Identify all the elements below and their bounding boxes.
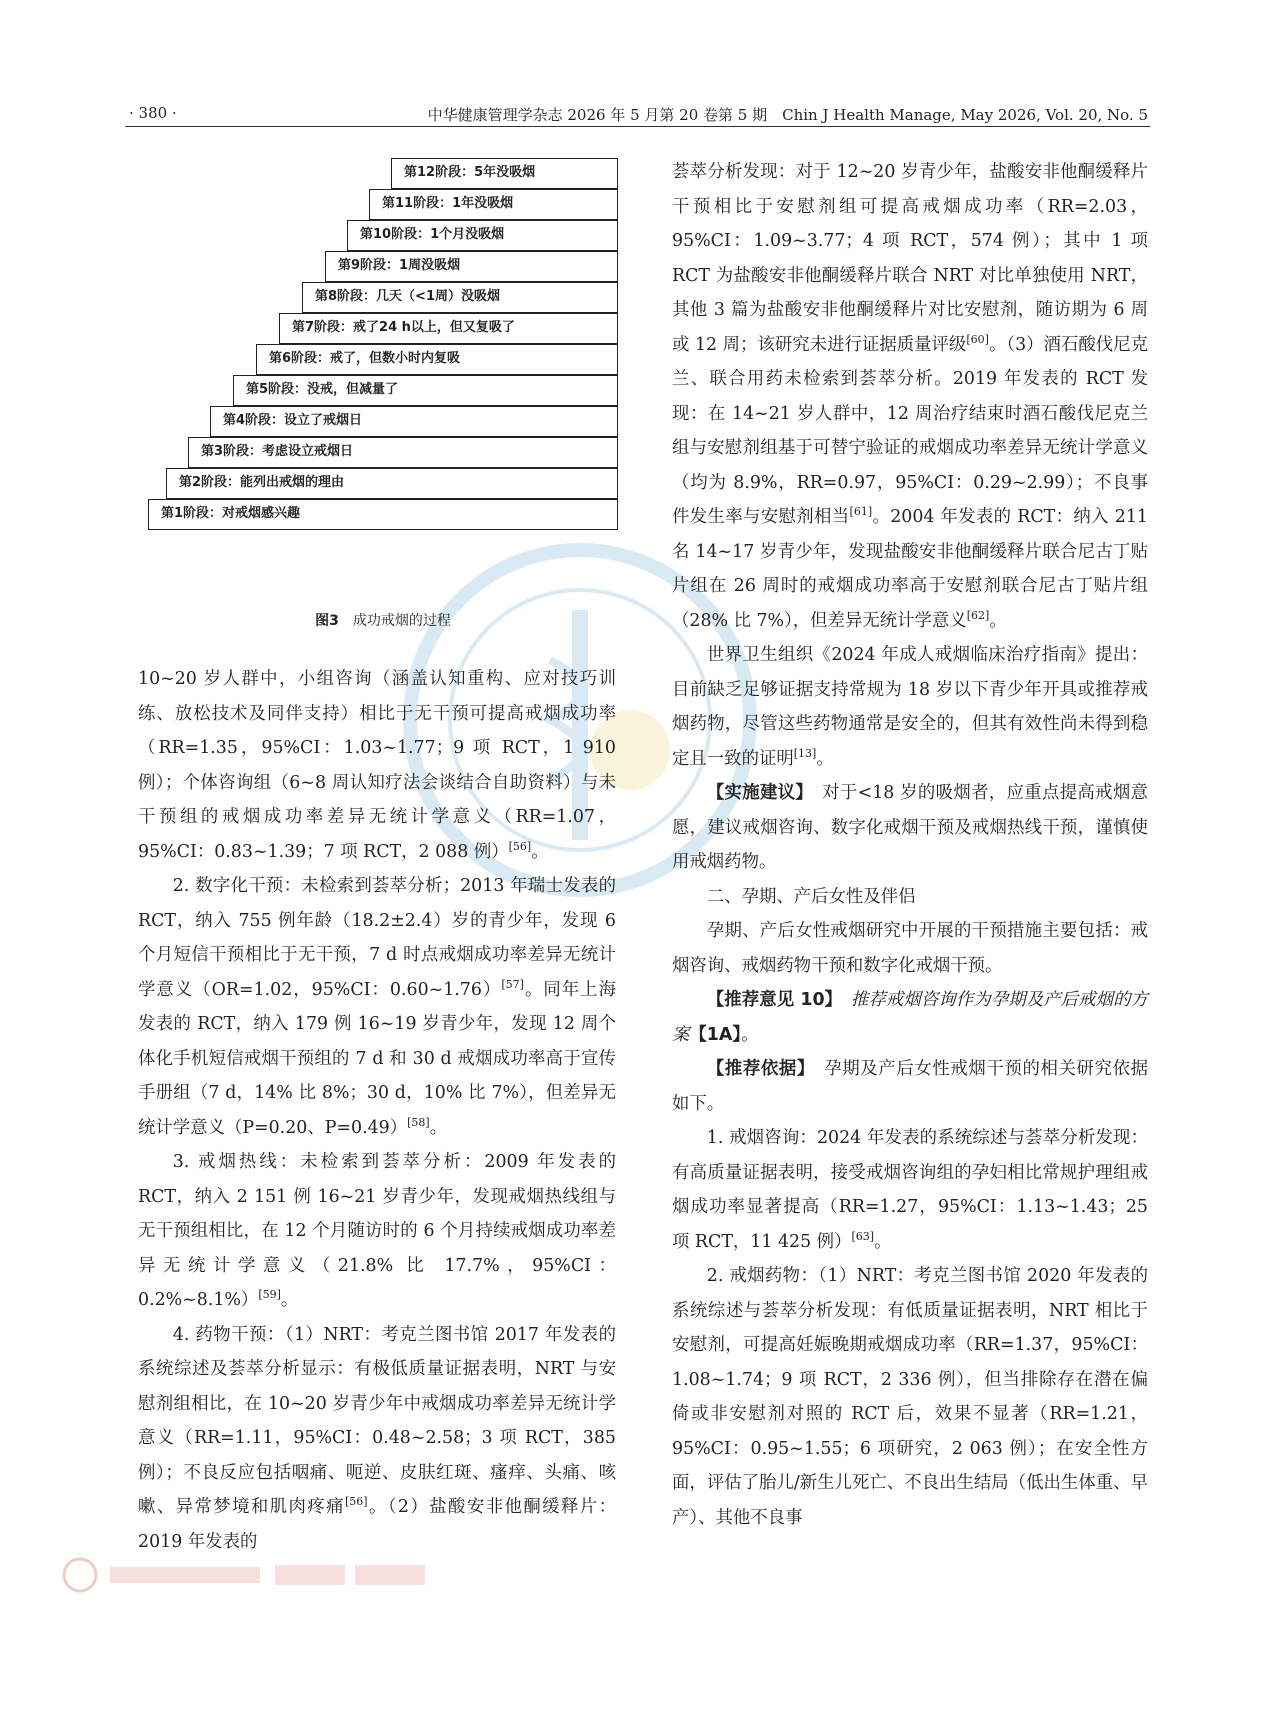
stage-1-box: 第1阶段：对戒烟感兴趣 xyxy=(148,499,618,530)
paragraph-implementation-advice: 【实施建议】 对于<18 岁的吸烟者，应重点提高戒烟意愿，建议戒烟咨询、数字化戒烟干预及戒烟热线干预，谨慎使用戒烟药物。 xyxy=(672,783,1148,872)
stage-12-box: 第12阶段：5年没吸烟 xyxy=(391,158,618,189)
stage-4-box: 第4阶段：设立了戒烟日 xyxy=(210,406,618,437)
paragraph-drug-intervention: 4. 药物干预：（1）NRT：考克兰图书馆 2017 年发表的系统综述及荟萃分析显示：有极低质量证据表明，NRT 与安慰剂组相比，在 10~20 岁青少年中戒烟成功率差异无统计学意义（RR=1.11，95%CI：0.48~2.58；3 项 RCT，385 例）；不良反应包括咽痛、呃逆、皮肤红斑、瘙痒、头痛、咳嗽、异常梦境和肌肉疼痛[56]。（2）盐酸安非他酮缓释片：2019 年发表的 xyxy=(138,1324,616,1552)
paragraph-counseling-pregnancy: 1. 戒烟咨询：2024 年发表的系统综述与荟萃分析发现：有高质量证据表明，接受戒烟咨询组的孕妇相比常规护理组戒烟成功率显著提高（RR=1.27，95%CI：1.13~1.43；25 项 RCT，11 425 例）[63]。 xyxy=(672,1128,1148,1252)
publisher-logo-watermark xyxy=(60,1555,620,1595)
stage-2-box: 第2阶段：能列出戒烟的理由 xyxy=(166,468,618,499)
section-heading-pregnancy: 二、孕期、产后女性及伴侣 xyxy=(706,886,916,907)
stage-10-box: 第10阶段：1个月没吸烟 xyxy=(347,220,618,251)
left-column xyxy=(138,662,616,1559)
stage-9-box: 第9阶段：1周没吸烟 xyxy=(325,251,618,282)
paragraph-who-guideline: 世界卫生组织《2024 年成人戒烟临床治疗指南》提出：目前缺乏足够证据支持常规为 18 岁以下青少年开具或推荐戒烟药物，尽管这些药物通常是安全的，但其有效性尚未得到稳定且一致的证明[13]。 xyxy=(672,645,1148,769)
figure-caption-text: 成功戒烟的过程 xyxy=(352,613,451,629)
stage-7-box: 第7阶段：戒了24 h以上，但又复吸了 xyxy=(279,313,618,344)
paragraph-bupropion: 荟萃分析发现：对于 12~20 岁青少年，盐酸安非他酮缓释片干预相比于安慰剂组可提高戒烟成功率（RR=2.03，95%CI：1.09~3.77；4 项 RCT，574 例）；其中 1 项 RCT 为盐酸安非他酮缓释片联合 NRT 对比单独使用 NRT，其他 3 篇为盐酸安非他酮缓释片对比安慰剂，随访期为 6 周或 12 周；该研究未进行证据质量评级[60]。（3）酒石酸伐尼克兰、联合用药未检索到荟萃分析。2019 年发表的 RCT 发现：在 14~21 岁人群中，12 周治疗结束时酒石酸伐尼克兰组与安慰剂组基于可替宁验证的戒烟成功率差异无统计学意义（均为 8.9%，RR=0.97，95%CI：0.29~2.99）；不良事件发生率与安慰剂相当[61]。2004 年发表的 RCT：纳入 211 名 14~17 岁青少年，发现盐酸安非他酮缓释片联合尼古丁贴片组在 26 周时的戒烟成功率高于安慰剂联合尼古丁贴片组（28% 比 7%），但差异无统计学意义[62]。 xyxy=(672,162,1148,631)
page-number: · 380 · xyxy=(129,104,177,122)
stage-6-box: 第6阶段：戒了，但数小时内复吸 xyxy=(256,344,618,375)
figure-smoking-cessation-stages xyxy=(148,158,618,598)
stage-11-box: 第11阶段：1年没吸烟 xyxy=(369,189,618,220)
paragraph-quitline: 3. 戒烟热线：未检索到荟萃分析：2009 年发表的 RCT，纳入 2 151 例 16~21 岁青少年，发现戒烟热线组与无干预组相比，在 12 个月随访时的 6 个月持续戒烟成功率差异无统计学意义（21.8% 比 17.7%，95%CI：0.2%~8.1%）[59]。 xyxy=(138,1152,616,1310)
stage-3-box: 第3阶段：考虑设立戒烟日 xyxy=(188,437,618,468)
paragraph-recommendation-basis: 【推荐依据】 孕期及产后女性戒烟干预的相关研究依据如下。 xyxy=(672,1059,1148,1114)
running-header xyxy=(125,100,1150,127)
figure-caption-label: 图3 xyxy=(315,613,339,629)
right-column xyxy=(672,155,1148,1535)
figure-caption xyxy=(148,610,618,630)
stage-8-box: 第8阶段：几天（<1周）没吸烟 xyxy=(302,282,618,313)
paragraph-recommendation-10: 【推荐意见 10】 推荐戒烟咨询作为孕期及产后戒烟的方案【1A】。 xyxy=(672,990,1148,1045)
paragraph-drugs-pregnancy: 2. 戒烟药物：（1）NRT：考克兰图书馆 2020 年发表的系统综述与荟萃分析发现：有低质量证据表明，NRT 相比于安慰剂，可提高妊娠晚期戒烟成功率（RR=1.37，95%CI：1.08~1.74；9 项 RCT，2 336 例），但当排除存在潜在偏倚或非安慰剂对照的 RCT 后，效果不显著（RR=1.21，95%CI：0.95~1.55；6 项研究，2 063 例）；在安全性方面，评估了胎儿/新生儿死亡、不良出生结局（低出生体重、早产）、其他不良事 xyxy=(672,1266,1148,1528)
journal-citation: 中华健康管理学杂志 2026 年 5 月第 20 卷第 5 期 Chin J Health Manage, May 2026, Vol. 20, No. 5 xyxy=(427,106,1148,124)
stage-5-box: 第5阶段：没戒，但减量了 xyxy=(233,375,618,406)
paragraph-digital-intervention: 2. 数字化干预：未检索到荟萃分析；2013 年瑞士发表的 RCT，纳入 755 例年龄（18.2±2.4）岁的青少年，发现 6 个月短信干预相比于无干预，7 d 时点戒烟成功率差异无统计学意义（OR=1.02，95%CI：0.60~1.76）[57]。同年上海发表的 RCT，纳入 179 例 16~19 岁青少年，发现 12 周个体化手机短信戒烟干预组的 7 d 和 30 d 戒烟成功率高于宣传手册组（7 d，14% 比 8%；30 d，10% 比 7%），但差异无统计学意义（P=0.20、P=0.49）[58]。 xyxy=(138,876,616,1138)
paragraph-counseling-cont: 10~20 岁人群中，小组咨询（涵盖认知重构、应对技巧训练、放松技术及同伴支持）相比于无干预可提高戒烟成功率（RR=1.35，95%CI：1.03~1.77；9 项 RCT，1 910 例）；个体咨询组（6~8 周认知疗法会谈结合自助资料）与未干预组的戒烟成功率差异无统计学意义（RR=1.07，95%CI：0.83~1.39；7 项 RCT，2 088 例）[56]。 xyxy=(138,669,616,862)
paragraph-pregnancy-intro: 孕期、产后女性戒烟研究中开展的干预措施主要包括：戒烟咨询、戒烟药物干预和数字化戒烟干预。 xyxy=(672,921,1148,976)
